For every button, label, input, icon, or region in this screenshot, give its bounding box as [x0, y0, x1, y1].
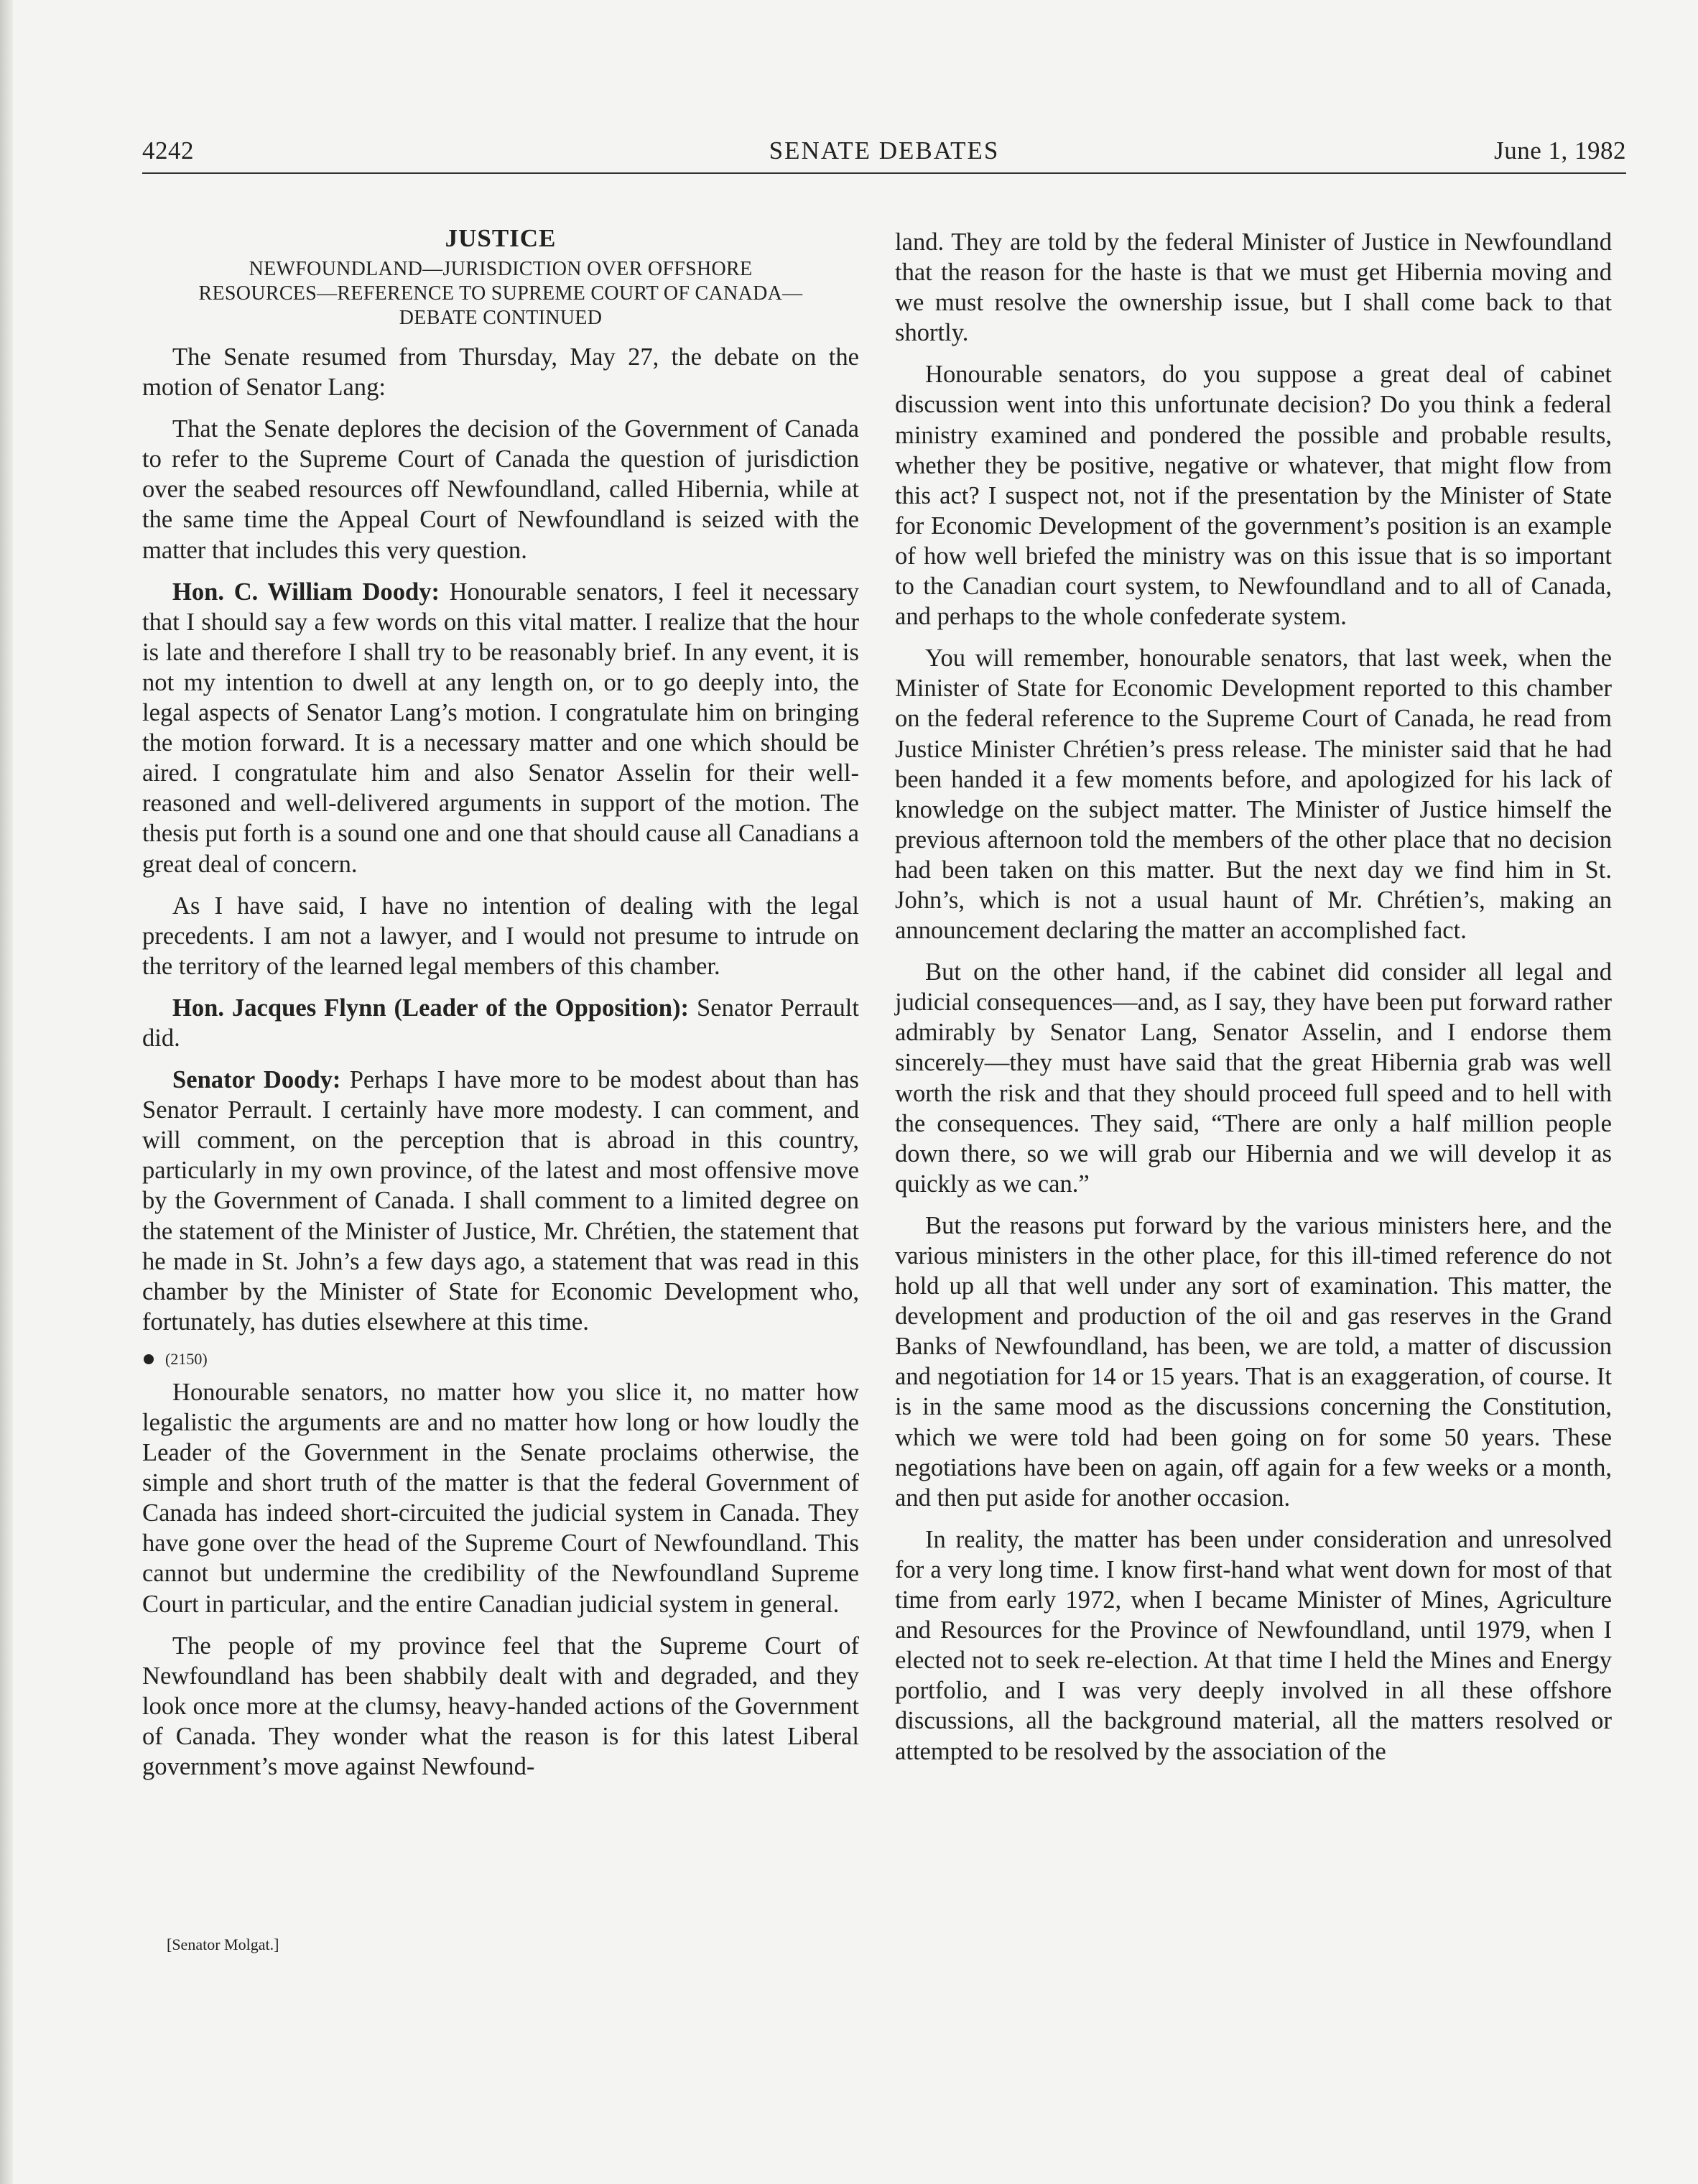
speech-paragraph: The people of my province feel that the Supreme Court of Newfoundland has been shabbily dealt with and degraded, and they look once more at the clumsy, heavy-handed actions of the Government of Canada. They wonder what the reason is for this latest Liberal government’s move against Newfound- — [142, 1632, 859, 1781]
motion-quote: That the Senate deplores the decision of the Government of Canada to refer to the Supreme Court of Canada the question of jurisdiction over the seabed resources off Newfoundland, called Hibernia, while at the same time the Appeal Court of Newfoundland is seized with the matter that includes this very question. — [142, 415, 859, 564]
subtitle-line: NEWFOUNDLAND—JURISDICTION OVER OFFSHORE — [249, 258, 753, 280]
speech-paragraph: In reality, the matter has been under consideration and unresolved for a very long time. I know first-hand what went down for most of that time from early 1972, when I became Minister of Mines, Agriculture and Resources for the Province of Newfoundland, until 1979, when I elected not to seek re-election. At that time I held the Mines and Energy portfolio, and I was very deeply involved in all these offshore discussions, all the background material, all the matters resolved or attempted to be resolved by the association of the — [895, 1525, 1612, 1765]
publication-date: June 1, 1982 — [1494, 136, 1626, 165]
time-marker-text: (2150) — [165, 1349, 208, 1368]
speech-paragraph: But the reasons put forward by the various ministers here, and the various ministers in the other place, for this ill-timed reference do not hold up all that well under any sort of examination. This matter, the development and production of the oil and gas reserves in the Grand Banks of Newfoundland, has been, we are told, a matter of discussion and negotiation for 14 or 15 years. That is an exaggeration, of course. It is in the same mood as the discussions concerning the Constitution, which we were told had been going on for some 50 years. These negotiations have been on again, off again for a few weeks or a month, and then put aside for another occasion. — [895, 1211, 1612, 1512]
page-number: 4242 — [142, 136, 194, 165]
scan-edge — [0, 0, 13, 2184]
speech-paragraph: Honourable senators, do you suppose a great deal of cabinet discussion went into this unfortunate decision? Do you think a federal ministry examined and pondered the possible and probable results, whether they be positive, negative or whatever, that might flow from this act? I suspect not, not if the presentation by the Minister of State for Economic Development of the government’s position is an example of how well briefed the ministry was on this issue that is so important to the Canadian court system, to Newfoundland and to all of Canada, and perhaps to the whole confederate system. — [895, 361, 1612, 631]
speech-paragraph: But on the other hand, if the cabinet did consider all legal and judicial consequences—and, as I say, they have been put forward rather admirably by Senator Lang, Senator Asselin, and I endorse them sincerely—they must have said that the great Hibernia grab was well worth the risk and that they should proceed full speed and to hell with the consequences. They said, “There are only a half million people down there, so we will grab our Hibernia and we will develop it as quickly as we can.” — [895, 958, 1612, 1198]
speaker-name: Hon. C. William Doody: — [172, 578, 440, 606]
speech-text: Honourable senators, I feel it necessary that I should say a few words on this vital matter. I realize that the hour is late and therefore I shall try to be reasonably brief. In any event, it is not my intention to dwell at any length on, or to go deeply into, the legal aspects of Senator Lang’s motion. I congratulate him on bringing the motion forward. It is a necessary matter and one which should be aired. I congratulate him and also Senator Asselin for their well-reasoned and well-delivered arguments in support of the motion. The thesis put forth is a sound one and one that should cause all Canadians a great deal of concern. — [142, 578, 859, 878]
time-marker — [142, 1348, 859, 1370]
speech-paragraph — [142, 993, 859, 1053]
header-rule — [142, 172, 1626, 174]
subtitle-line: RESOURCES—REFERENCE TO SUPREME COURT OF CANADA— — [198, 282, 803, 305]
speech-paragraph: Honourable senators, no matter how you slice it, no matter how legalistic the arguments are and no matter how long or how loudly the Leader of the Government in the Senate proclaims otherwise, the simple and short truth of the matter is that the federal Government of Canada has indeed short-circuited the judicial system in Canada. They have gone over the head of the Supreme Court of Newfoundland. This cannot but undermine the credibility of the Newfoundland Supreme Court in particular, and the entire Canadian judicial system in general. — [142, 1378, 859, 1618]
publication-title: SENATE DEBATES — [769, 136, 1000, 165]
speech-paragraph: As I have said, I have no intention of dealing with the legal precedents. I am not a lawyer, and I would not presume to intrude on the territory of the learned legal members of this chamber. — [142, 892, 859, 980]
subtitle-line: DEBATE CONTINUED — [399, 307, 603, 329]
intro-paragraph: The Senate resumed from Thursday, May 27, the debate on the motion of Senator Lang: — [142, 343, 859, 402]
speech-paragraph — [142, 577, 859, 879]
speech-paragraph: You will remember, honourable senators, that last week, when the Minister of State for Economic Development reported to this chamber on the federal reference to the Supreme Court of Canada, he read from Justice Minister Chrétien’s press release. The minister said that he had been handed it a few moments before, and apologized for his lack of knowledge on the subject matter. The Minister of Justice himself the previous afternoon told the members of the other place that no decision had been taken on this matter. But the next day we find him in St. John’s, which is not a usual haunt of Mr. Chrétien’s, making an announcement declaring the matter an accomplished fact. — [895, 644, 1612, 945]
left-column — [142, 224, 859, 1793]
speech-text: Senator Perrault did. — [142, 994, 860, 1052]
section-subtitle — [142, 257, 859, 330]
section-title: JUSTICE — [445, 224, 557, 252]
speech-text: Perhaps I have more to be modest about than has Senator Perrault. I certainly have more modesty. I can comment, and will comment, on the perception that is abroad in this country, particularly in my own province, of the latest and most offensive move by the Government of Canada. I shall comment to a limited degree on the statement of the Minister of Justice, Mr. Chrétien, the statement that he made in St. John’s a few days ago, a statement that was read in this chamber by the Minister of State for Economic Development who, fortunately, has duties elsewhere at this time. — [142, 1066, 859, 1336]
right-column — [895, 227, 1612, 1778]
speech-paragraph: land. They are told by the federal Minister of Justice in Newfoundland that the reason for the haste is that we must get Hibernia moving and we must resolve the ownership issue, but I shall come back to that shortly. — [895, 228, 1612, 347]
speech-paragraph — [142, 1065, 859, 1337]
bullet-icon — [144, 1354, 154, 1364]
speaker-name: Hon. Jacques Flynn (Leader of the Opposition): — [172, 994, 690, 1022]
footnote: [Senator Molgat.] — [167, 1935, 279, 1953]
speaker-name: Senator Doody: — [172, 1066, 341, 1094]
page-header — [142, 136, 1626, 172]
